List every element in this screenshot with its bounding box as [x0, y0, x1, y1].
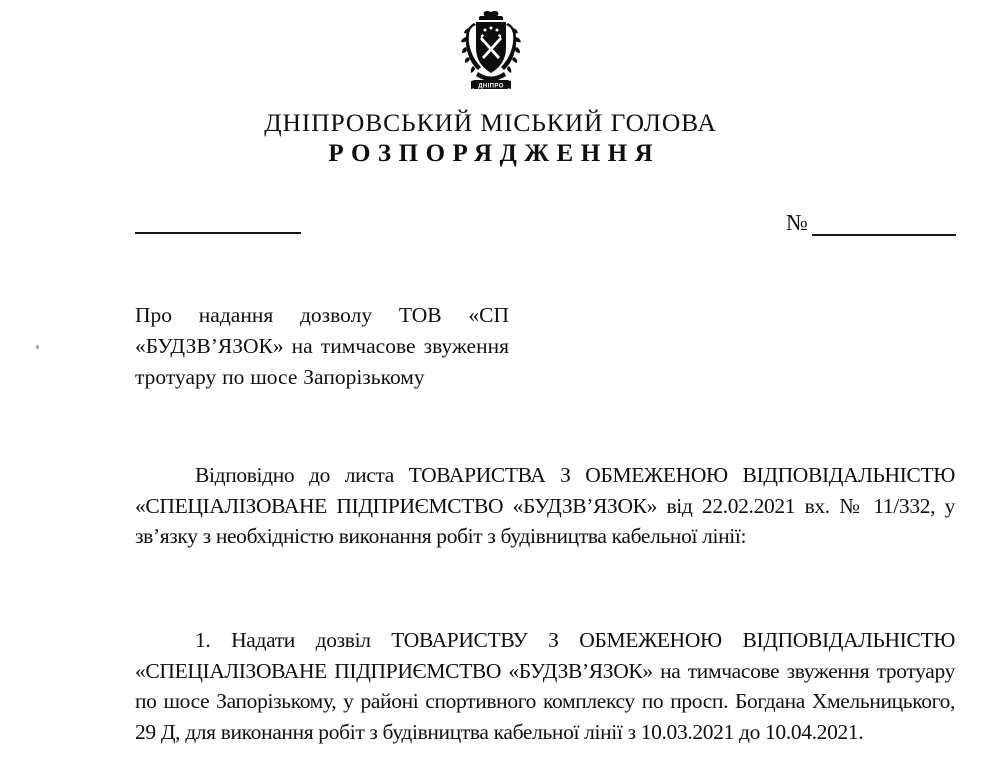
item-1-paragraph: 1. Надати дозвіл ТОВАРИСТВУ З ОБМЕЖЕНОЮ ВІДПОВІДАЛЬНІСТЮ «СПЕЦІАЛІЗОВАНЕ ПІДПРИЄМСТВО «БУДЗВ’ЯЗОК» на тимчасове звуження тротуару по шосе Запорізькому, у районі спортивного комплексу по просп. Богдана Хмельницького, 29 Д, для виконання робіт з будівництва кабельної лінії з 10.03.2021 до 10.04.2021. [135, 628, 955, 744]
dnipro-coat-of-arms-icon [454, 10, 528, 94]
item-1-block [135, 625, 955, 747]
preamble-paragraph: Відповідно до листа ТОВАРИСТВА З ОБМЕЖЕНОЮ ВІДПОВІДАЛЬНІСТЮ «СПЕЦІАЛІЗОВАНЕ ПІДПРИЄМСТВО «БУДЗВ’ЯЗОК» від 22.02.2021 вх. № 11/332, у зв’язку з необхідністю виконання робіт з будівництва кабельної лінії: [135, 463, 955, 548]
emblem-container [0, 10, 981, 99]
page-title-organization: ДНІПРОВСЬКИЙ МІСЬКИЙ ГОЛОВА [264, 108, 717, 137]
preamble-block [135, 460, 955, 552]
registration-date-field[interactable] [135, 232, 301, 234]
number-sign-label: № [786, 210, 808, 235]
document-subject: Про надання дозволу ТОВ «СП «БУДЗВ’ЯЗОК» на тимчасове звуження тротуару по шосе Запорізькому [135, 303, 509, 389]
svg-text:ДНІПРО: ДНІПРО [477, 83, 504, 90]
scan-artifact [36, 345, 39, 349]
page-title-document-type: РОЗПОРЯДЖЕННЯ [328, 140, 661, 167]
registration-number-field[interactable] [812, 234, 956, 236]
